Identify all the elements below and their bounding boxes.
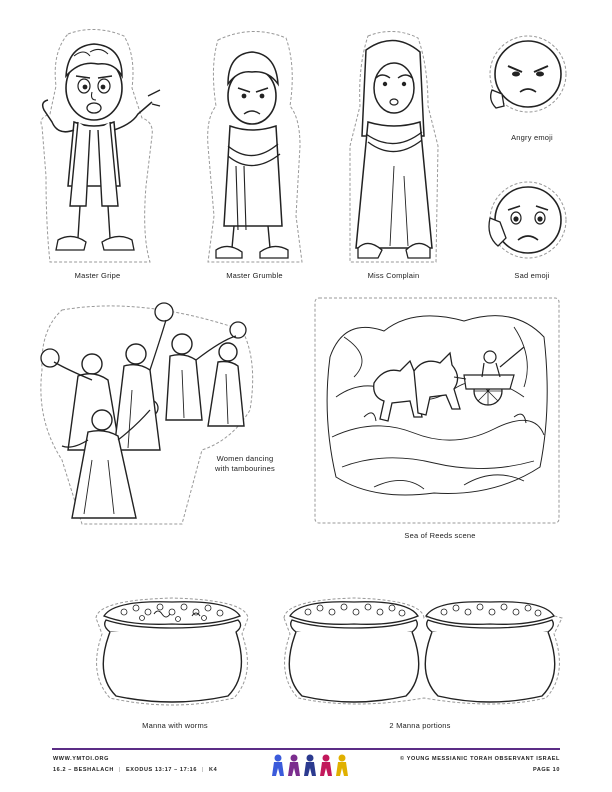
logo-figure-head bbox=[291, 755, 298, 762]
logo-figure-body bbox=[272, 762, 284, 776]
manna-portions-pots bbox=[274, 594, 572, 712]
logo-figure-body bbox=[320, 762, 332, 776]
caption-manna-portions: 2 Manna portions bbox=[389, 721, 451, 730]
footer-portion: 16.2 – BESHALACH bbox=[53, 767, 114, 773]
logo-figure-body bbox=[304, 762, 316, 776]
sad-emoji-icon bbox=[484, 176, 568, 266]
caption-angry-emoji: Angry emoji bbox=[511, 133, 553, 142]
footer-meta: 16.2 – BESHALACH | EXODUS 13:17 – 17:16 | K4 bbox=[53, 767, 218, 773]
caption-master-grumble: Master Grumble bbox=[226, 271, 283, 280]
sea-of-reeds-scene bbox=[314, 297, 560, 524]
logo-figure-head bbox=[307, 755, 314, 762]
women-dancing-figure bbox=[32, 300, 260, 528]
master-gripe-figure bbox=[28, 26, 163, 266]
footer-copyright: © YOUNG MESSIANIC TORAH OBSERVANT ISRAEL bbox=[400, 756, 560, 762]
caption-miss-complain: Miss Complain bbox=[367, 271, 420, 280]
footer-page-number: PAGE 10 bbox=[532, 767, 560, 773]
caption-sea-of-reeds: Sea of Reeds scene bbox=[404, 531, 476, 540]
logo-figure-head bbox=[339, 755, 346, 762]
angry-emoji-icon bbox=[484, 28, 568, 128]
logo-figure-body bbox=[288, 762, 300, 776]
caption-master-gripe: Master Gripe bbox=[74, 271, 121, 280]
caption-manna-worms: Manna with worms bbox=[142, 721, 208, 730]
caption-sad-emoji: Sad emoji bbox=[514, 271, 550, 280]
miss-complain-figure bbox=[338, 26, 448, 266]
ymtoi-logo-icon bbox=[268, 752, 354, 778]
master-grumble-figure bbox=[198, 26, 308, 266]
footer-reference: EXODUS 13:17 – 17:16 bbox=[125, 767, 197, 773]
logo-figure-head bbox=[323, 755, 330, 762]
caption-women-dancing-line1: Women dancing bbox=[216, 454, 274, 463]
manna-with-worms-pot bbox=[84, 594, 260, 712]
logo-figure-head bbox=[275, 755, 282, 762]
footer-rule bbox=[52, 748, 560, 750]
footer-page-code: K4 bbox=[209, 767, 218, 773]
footer-website: WWW.YMTOI.ORG bbox=[53, 756, 109, 762]
logo-figure-body bbox=[336, 762, 348, 776]
caption-women-dancing-line2: with tambourines bbox=[215, 464, 275, 473]
